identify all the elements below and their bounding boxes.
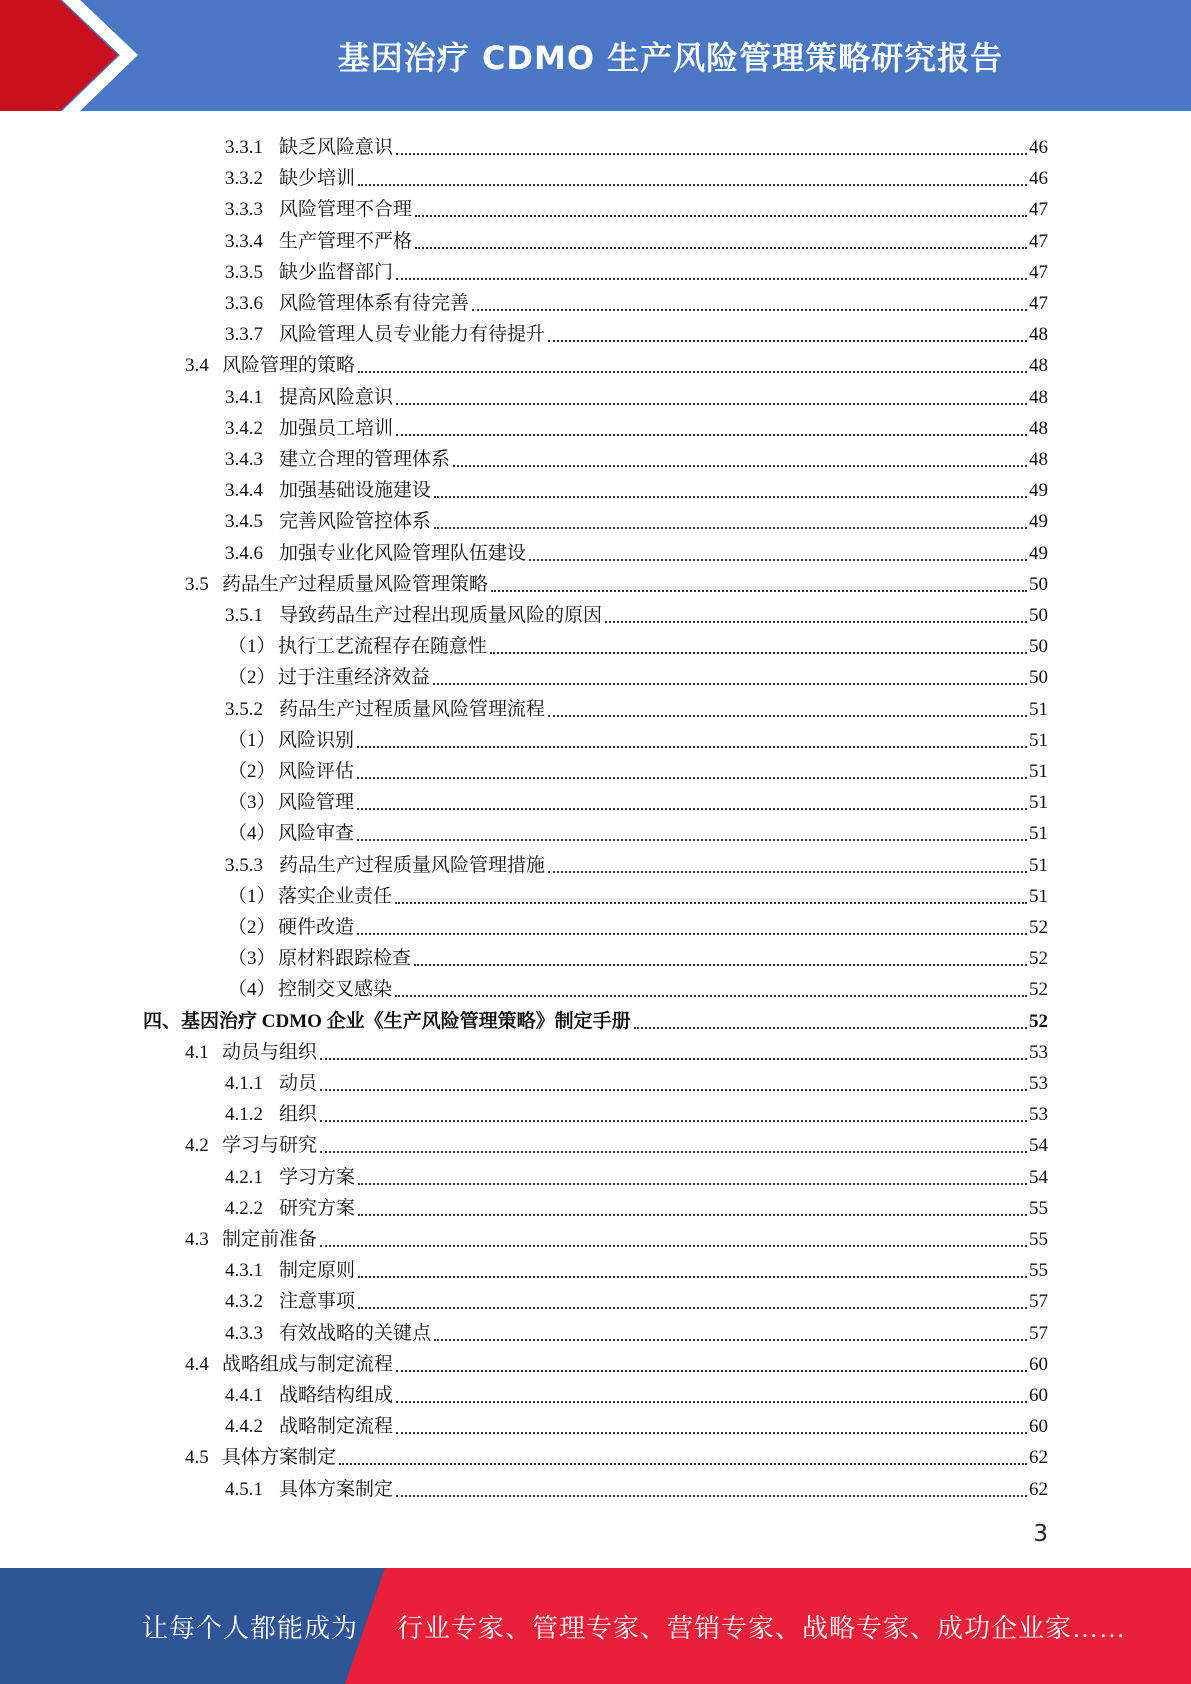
toc-dot-leader [548, 714, 1027, 717]
toc-dot-leader [339, 1462, 1027, 1465]
toc-entry[interactable] [225, 1282, 1048, 1313]
toc-entry-title: 制定原则 [279, 1260, 356, 1282]
toc-dot-leader [396, 402, 1027, 405]
toc-entry-number: 3.3.6 [225, 293, 263, 314]
toc-entry-number: 4.1.1 [225, 1073, 263, 1094]
toc-entry-number: 3.4.1 [225, 386, 263, 408]
toc-entry-title: 药品生产过程质量风险管理流程 [279, 698, 546, 720]
toc-entry-title: 四、基因治疗 CDMO 企业《生产风险管理策略》制定手册 [143, 1010, 631, 1032]
toc-entry-number: （2） [228, 917, 276, 938]
toc-entry[interactable] [185, 1345, 1048, 1376]
toc-entry-page: 51 [1029, 823, 1048, 845]
toc-entry-title: 建立合理的管理体系 [279, 449, 451, 470]
toc-entry[interactable] [225, 284, 1048, 315]
toc-entry-number: （2） [228, 761, 276, 782]
toc-entry-page: 60 [1029, 1416, 1048, 1438]
footer-slogan-left: 让每个人都能成为 [142, 1613, 359, 1643]
toc-entry-number: （3） [228, 792, 276, 814]
toc-entry[interactable] [185, 346, 1048, 377]
toc-entry[interactable] [225, 1189, 1048, 1220]
toc-entry-number: 4.3 [185, 1229, 209, 1250]
toc-entry[interactable] [185, 565, 1048, 596]
toc-entry[interactable] [225, 378, 1048, 409]
toc-dot-leader [415, 214, 1027, 217]
toc-entry-page: 48 [1029, 386, 1048, 408]
toc-entry-title: 控制交叉感染 [278, 979, 393, 1001]
toc-entry-page: 49 [1029, 480, 1048, 502]
toc-entry-number: 4.2.1 [225, 1166, 263, 1188]
toc-entry[interactable] [228, 752, 1048, 783]
toc-entry-number: 4.5 [185, 1447, 209, 1469]
toc-entry[interactable] [225, 1158, 1048, 1189]
toc-entry-page: 50 [1029, 605, 1048, 626]
toc-entry-number: 3.3.5 [225, 261, 263, 283]
toc-entry-number: 3.5 [185, 573, 209, 595]
toc-dot-leader [358, 183, 1027, 186]
toc-entry[interactable] [143, 1002, 1048, 1033]
toc-entry-number: 4.2 [185, 1135, 209, 1157]
toc-entry-number: 4.5.1 [225, 1478, 263, 1500]
toc-entry[interactable] [228, 877, 1048, 908]
toc-entry-page: 50 [1029, 573, 1048, 595]
toc-entry-number: （1） [228, 885, 276, 907]
toc-entry[interactable] [228, 721, 1048, 752]
toc-entry-number: 3.3.2 [225, 168, 263, 190]
report-title: 基因治疗 CDMO 生产风险管理策略研究报告 [337, 38, 1004, 77]
toc-entry-page: 47 [1029, 230, 1048, 252]
toc-entry-title: 风险管理体系有待完善 [279, 293, 470, 314]
toc-entry-title: 缺乏风险意识 [279, 137, 394, 158]
toc-entry-title: 战略制定流程 [279, 1416, 394, 1438]
toc-entry-page: 57 [1029, 1322, 1048, 1344]
toc-dot-leader [548, 339, 1027, 342]
toc-entry-number: 3.4.3 [225, 449, 263, 470]
toc-entry[interactable] [225, 159, 1048, 190]
toc-dot-leader [491, 589, 1027, 592]
toc-dot-leader [415, 246, 1027, 249]
toc-entry-number: 4.3.1 [225, 1260, 263, 1282]
toc-dot-leader [396, 433, 1027, 436]
toc-entry-title: 风险管理不合理 [279, 199, 413, 221]
toc-entry-page: 48 [1029, 449, 1048, 470]
toc-entry[interactable] [225, 1407, 1048, 1438]
toc-dot-leader [357, 932, 1027, 935]
toc-dot-leader [434, 526, 1027, 529]
toc-entry-number: （2） [228, 667, 276, 689]
toc-dot-leader [320, 1057, 1027, 1060]
toc-entry[interactable] [225, 471, 1048, 502]
toc-entry[interactable] [228, 783, 1048, 814]
toc-entry-page: 51 [1029, 729, 1048, 751]
toc-dot-leader [358, 1213, 1027, 1216]
toc-entry[interactable] [225, 190, 1048, 221]
toc-entry[interactable] [185, 1438, 1048, 1469]
toc-dot-leader [453, 464, 1027, 467]
toc-entry-page: 53 [1029, 1041, 1048, 1063]
toc-dot-leader [396, 1494, 1027, 1497]
toc-entry[interactable] [225, 1376, 1048, 1407]
page-number: 3 [1033, 1521, 1048, 1547]
toc-entry-title: 药品生产过程质量风险管理措施 [279, 854, 546, 876]
toc-entry-title: 导致药品生产过程出现质量风险的原因 [279, 605, 603, 626]
toc-entry[interactable] [225, 690, 1048, 721]
toc-dot-leader [320, 1088, 1027, 1091]
toc-entry-title: 提高风险意识 [279, 386, 394, 408]
toc-entry-title: 风险评估 [278, 761, 355, 782]
toc-entry-number: 4.4.2 [225, 1416, 263, 1438]
toc-entry-page: 48 [1029, 355, 1048, 377]
toc-dot-leader [357, 745, 1027, 748]
toc-entry-title: 战略结构组成 [279, 1385, 394, 1406]
toc-entry[interactable] [225, 1470, 1048, 1501]
toc-entry-page: 55 [1029, 1197, 1048, 1219]
toc-entry-number: 3.4.4 [225, 480, 263, 502]
toc-entry-title: 缺少监督部门 [279, 261, 394, 283]
toc-dot-leader [395, 994, 1027, 997]
toc-entry-number: 3.5.3 [225, 854, 263, 876]
toc-entry-page: 50 [1029, 636, 1048, 658]
toc-entry-title: 药品生产过程质量风险管理策略 [222, 573, 489, 595]
toc-entry[interactable] [225, 1095, 1048, 1126]
header-banner [0, 0, 1191, 111]
toc-entry-page: 60 [1029, 1385, 1048, 1406]
toc-entry-title: 缺少培训 [279, 168, 356, 190]
toc-entry-title: 组织 [279, 1104, 318, 1126]
toc-dot-leader [358, 1275, 1027, 1278]
toc-entry[interactable] [225, 502, 1048, 533]
toc-entry-title: 制定前准备 [222, 1229, 318, 1250]
toc-dot-leader [396, 277, 1027, 280]
toc-entry-title: 战略组成与制定流程 [222, 1353, 394, 1375]
toc-entry-title: 风险管理 [278, 792, 355, 814]
toc-entry-number: （3） [228, 948, 276, 970]
toc-entry-number: 4.3.2 [225, 1291, 263, 1313]
toc-entry-page: 51 [1029, 792, 1048, 814]
toc-dot-leader [396, 152, 1027, 155]
toc-entry-title: 研究方案 [279, 1197, 356, 1219]
toc-dot-leader [548, 870, 1027, 873]
toc-entry[interactable] [225, 534, 1048, 565]
toc-entry-title: 加强专业化风险管理队伍建设 [279, 542, 527, 564]
toc-entry-page: 53 [1029, 1073, 1048, 1094]
toc-entry[interactable] [228, 908, 1048, 939]
toc-entry-page: 54 [1029, 1166, 1048, 1188]
toc-entry-number: 4.4 [185, 1353, 209, 1375]
toc-entry-title: 风险管理的策略 [222, 355, 356, 377]
toc-entry[interactable] [228, 658, 1048, 689]
toc-entry-number: 3.4.5 [225, 511, 263, 533]
toc-entry[interactable] [228, 970, 1048, 1001]
toc-entry-page: 46 [1029, 137, 1048, 158]
toc-entry-page: 51 [1029, 761, 1048, 782]
toc-dot-leader [414, 963, 1027, 966]
toc-entry[interactable] [225, 1064, 1048, 1095]
toc-dot-leader [320, 1119, 1027, 1122]
toc-entry-title: 学习与研究 [222, 1135, 318, 1157]
footer-slogan-right: 行业专家、管理专家、营销专家、战略专家、成功企业家…… [397, 1613, 1127, 1643]
toc-entry-number: （4） [228, 979, 276, 1001]
toc-entry[interactable] [228, 814, 1048, 845]
toc-entry-page: 53 [1029, 1104, 1048, 1126]
toc-dot-leader [634, 1026, 1027, 1029]
toc-entry-number: 4.3.3 [225, 1322, 263, 1344]
toc-entry-title: 风险审查 [278, 823, 355, 845]
toc-dot-leader [605, 620, 1027, 623]
toc-entry[interactable] [225, 128, 1048, 159]
toc-entry[interactable] [225, 1314, 1048, 1345]
toc-entry[interactable] [185, 1033, 1048, 1064]
toc-entry-page: 48 [1029, 324, 1048, 346]
toc-entry-title: 具体方案制定 [222, 1447, 337, 1469]
toc-entry-page: 47 [1029, 261, 1048, 283]
chevron-logo-icon [0, 0, 160, 111]
toc-entry-number: 4.2.2 [225, 1197, 263, 1219]
toc-entry-page: 57 [1029, 1291, 1048, 1313]
toc-entry-page: 47 [1029, 199, 1048, 221]
toc-entry-number: 3.3.7 [225, 324, 263, 346]
toc-entry[interactable] [225, 1251, 1048, 1282]
toc-entry[interactable] [225, 846, 1048, 877]
toc-dot-leader [320, 1150, 1027, 1153]
toc-dot-leader [434, 495, 1027, 498]
toc-entry-title: 完善风险管控体系 [279, 511, 432, 533]
toc-dot-leader [396, 1400, 1027, 1403]
toc-entry-page: 51 [1029, 885, 1048, 907]
toc-entry-number: 3.3.4 [225, 230, 263, 252]
toc-entry-number: 3.3.1 [225, 137, 263, 158]
toc-entry-page: 52 [1029, 917, 1048, 938]
toc-entry-title: 动员 [279, 1073, 318, 1094]
toc-entry-page: 50 [1029, 667, 1048, 689]
toc-entry-number: （1） [228, 636, 276, 658]
toc-entry-title: 硬件改造 [278, 917, 355, 938]
toc-entry-number: 3.5.1 [225, 605, 263, 626]
toc-entry-title: 具体方案制定 [279, 1478, 394, 1500]
toc-entry[interactable] [225, 222, 1048, 253]
toc-entry-number: 3.4 [185, 355, 209, 377]
toc-entry-title: 加强基础设施建设 [279, 480, 432, 502]
toc-entry-title: 过于注重经济效益 [278, 667, 431, 689]
toc-entry-page: 62 [1029, 1478, 1048, 1500]
toc-entry-page: 51 [1029, 698, 1048, 720]
toc-dot-leader [490, 651, 1027, 654]
toc-entry[interactable] [225, 253, 1048, 284]
toc-entry-page: 52 [1029, 979, 1048, 1001]
toc-entry-title: 动员与组织 [222, 1041, 318, 1063]
toc-dot-leader [357, 807, 1027, 810]
toc-entry-page: 55 [1029, 1229, 1048, 1250]
toc-entry-title: 风险识别 [278, 729, 355, 751]
toc-entry-page: 54 [1029, 1135, 1048, 1157]
toc-dot-leader [358, 1306, 1027, 1309]
toc-entry-number: 3.4.2 [225, 417, 263, 439]
toc-dot-leader [357, 838, 1027, 841]
toc-entry-page: 49 [1029, 542, 1048, 564]
toc-entry-page: 62 [1029, 1447, 1048, 1469]
toc-dot-leader [396, 1369, 1027, 1372]
toc-entry-page: 55 [1029, 1260, 1048, 1282]
toc-dot-leader [395, 901, 1027, 904]
toc-dot-leader [358, 1182, 1027, 1185]
toc-entry-page: 48 [1029, 417, 1048, 439]
toc-entry-page: 47 [1029, 293, 1048, 314]
toc-entry-title: 执行工艺流程存在随意性 [278, 636, 488, 658]
toc-entry-number: 4.4.1 [225, 1385, 263, 1406]
toc-entry[interactable] [225, 315, 1048, 346]
toc-dot-leader [472, 308, 1027, 311]
toc-entry-number: 3.4.6 [225, 542, 263, 564]
toc-entry-page: 52 [1029, 1010, 1048, 1032]
toc-entry-number: 3.5.2 [225, 698, 263, 720]
toc-entry-title: 有效战略的关键点 [279, 1322, 432, 1344]
toc-entry-page: 46 [1029, 168, 1048, 190]
toc-dot-leader [358, 370, 1027, 373]
toc-entry-title: 注意事项 [279, 1291, 356, 1313]
toc-entry-title: 落实企业责任 [278, 885, 393, 907]
toc-dot-leader [396, 1431, 1027, 1434]
toc-entry-page: 52 [1029, 948, 1048, 970]
toc-entry-title: 加强员工培训 [279, 417, 394, 439]
toc-entry[interactable] [185, 1126, 1048, 1157]
footer-banner [0, 1568, 1191, 1684]
toc-entry-title: 风险管理人员专业能力有待提升 [279, 324, 546, 346]
toc-entry-page: 51 [1029, 854, 1048, 876]
toc-entry-title: 学习方案 [279, 1166, 356, 1188]
toc-entry-page: 49 [1029, 511, 1048, 533]
toc-entry[interactable] [228, 939, 1048, 970]
toc-entry-number: 4.1.2 [225, 1104, 263, 1126]
toc-entry-number: （4） [228, 823, 276, 845]
toc-entry[interactable] [228, 627, 1048, 658]
toc-entry-title: 原材料跟踪检查 [278, 948, 412, 970]
toc-entry[interactable] [225, 409, 1048, 440]
toc-entry-page: 60 [1029, 1353, 1048, 1375]
toc-entry-number: 3.3.3 [225, 199, 263, 221]
toc-dot-leader [433, 682, 1027, 685]
toc-dot-leader [434, 1338, 1027, 1341]
toc-dot-leader [320, 1244, 1027, 1247]
toc-entry[interactable] [185, 1220, 1048, 1251]
toc-entry-title: 生产管理不严格 [279, 230, 413, 252]
toc-entry[interactable] [225, 596, 1048, 627]
toc-entry-number: （1） [228, 729, 276, 751]
toc-entry-number: 4.1 [185, 1041, 209, 1063]
toc-dot-leader [357, 776, 1027, 779]
toc-entry[interactable] [225, 440, 1048, 471]
toc-dot-leader [529, 558, 1027, 561]
